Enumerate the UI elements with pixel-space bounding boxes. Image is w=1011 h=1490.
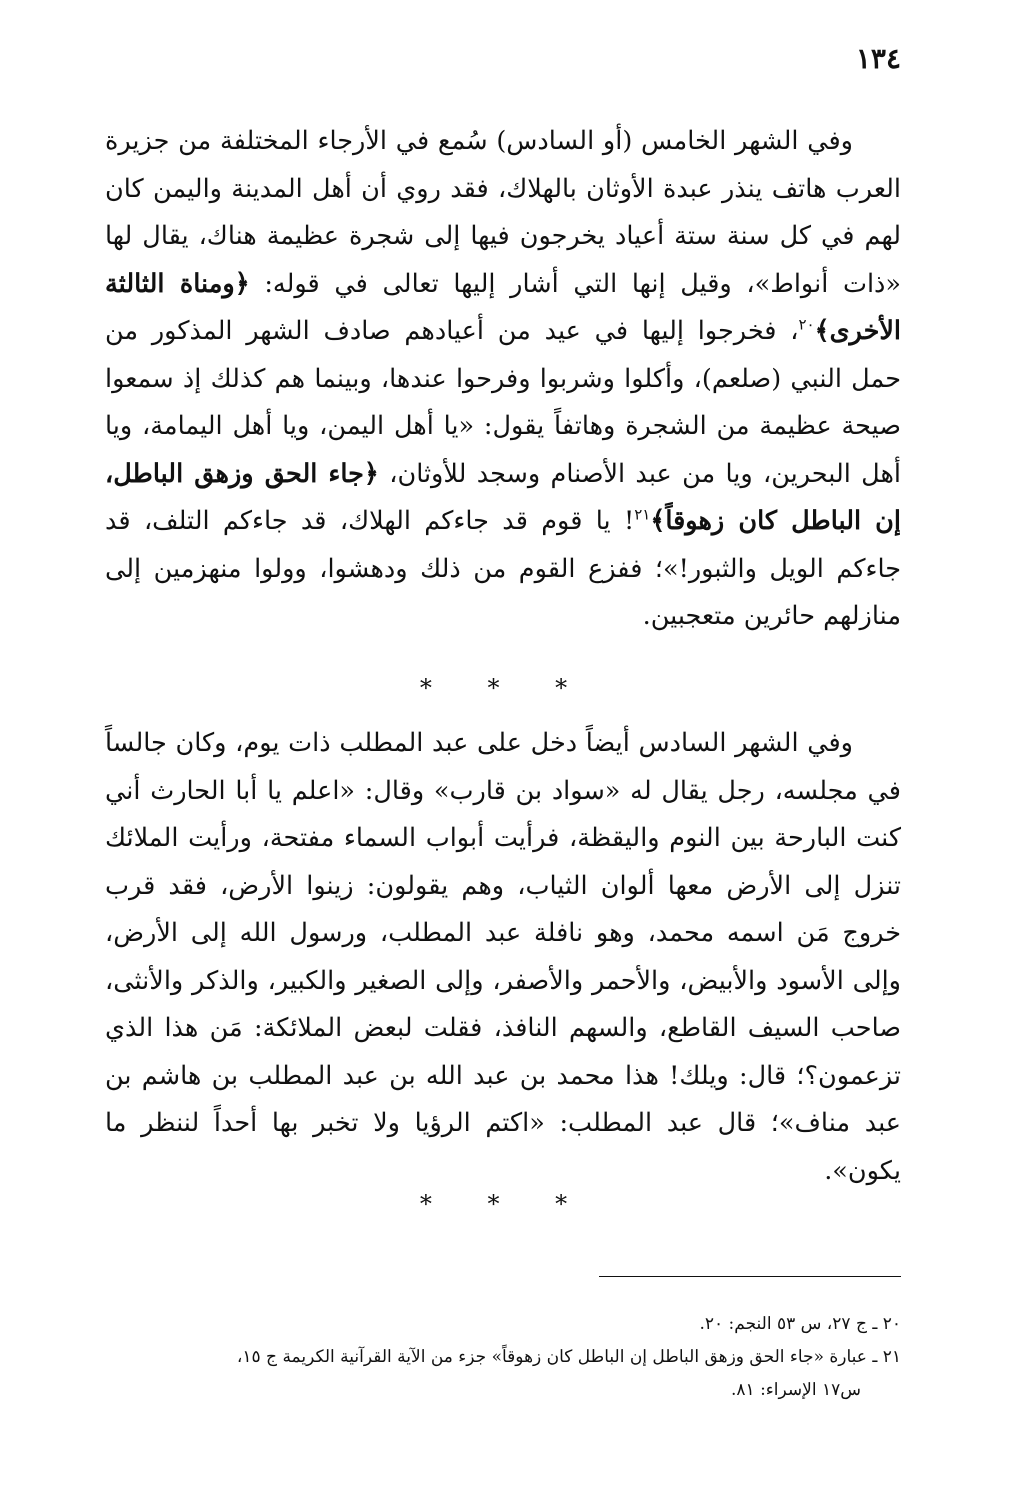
section-separator: * * * — [419, 1190, 592, 1218]
footnote-divider — [599, 1276, 901, 1277]
footnote-ref-20: ٢٠ — [798, 315, 815, 334]
paragraph-1-part-1: وفي الشهر الخامس (أو السادس) سُمع في الأرجاء المختلفة من جزيرة العرب هاتف ينذر عبدة الأوثان بالهلاك، فقد روي أن أهل المدينة واليمن كان لهم في كل سنة ستة أعياد يخرجون فيها إلى شجرة عظيمة هناك، يقال لها «ذات أنواط»، وقيل إنها التي أشار إليها تعالى في قوله: — [105, 126, 902, 299]
section-separator: * * * — [419, 674, 592, 702]
paragraph-1-part-3: ! يا قوم قد جاءكم الهلاك، قد جاءكم التلف، قد جاءكم الويل والثبور!»؛ ففزع القوم من ذلك ودهشوا، وولوا منهزمين إلى منازلهم حائرين متعجبين. — [105, 506, 901, 631]
paragraph-1 — [105, 118, 901, 641]
footnote-21-continued: س١٧ الإسراء: ٨١. — [731, 1380, 861, 1400]
footnote-21: ٢١ ـ عبارة «جاء الحق وزهق الباطل إن الباطل كان زهوقاً» جزء من الآية القرآنية الكريمة ج ١٥، — [236, 1347, 901, 1367]
quran-quote-1: ﴿ومناة الثالثة الأخرى﴾ — [105, 268, 901, 346]
page-number: ١٣٤ — [855, 42, 901, 75]
footnotes — [105, 1308, 901, 1407]
quran-quote-2: ﴿جاء الحق وزهق الباطل، إن الباطل كان زهوقاً﴾ — [105, 458, 901, 536]
paragraph-2 — [105, 720, 901, 1195]
paragraph-2-text: وفي الشهر السادس أيضاً دخل على عبد المطلب ذات يوم، وكان جالساً في مجلسه، رجل يقال له «سواد بن قارب» وقال: «اعلم يا أبا الحارث أني كنت البارحة بين النوم واليقظة، فرأيت أبواب السماء مفتحة، ورأيت الملائك تنزل إلى الأرض معها ألوان الثياب، وهم يقولون: زينوا الأرض، فقد قرب خروج مَن اسمه محمد، وهو نافلة عبد المطلب، ورسول الله إلى الأرض، وإلى الأسود والأبيض، والأحمر والأصفر، وإلى الصغير والكبير، والذكر والأنثى، صاحب السيف القاطع، والسهم النافذ، فقلت لبعض الملائكة: مَن هذا الذي تزعمون؟؛ قال: ويلك! هذا محمد بن عبد الله بن عبد المطلب بن هاشم بن عبد مناف»؛ قال عبد المطلب: «اكتم الرؤيا ولا تخبر بها أحداً لننظر ما يكون». — [105, 728, 901, 1186]
footnote-ref-21: ٢١ — [634, 505, 651, 524]
footnote-20: ٢٠ ـ ج ٢٧، س ٥٣ النجم: ٢٠. — [699, 1314, 901, 1334]
paragraph-1-part-2: ، فخرجوا إليها في عيد من أعيادهم صادف الشهر المذكور من حمل النبي (صلعم)، وأكلوا وشربوا وفرحوا عندها، وبينما هم كذلك إذ سمعوا صيحة عظيمة من الشجرة وهاتفاً يقول: «يا أهل اليمن، ويا أهل اليمامة، ويا أهل البحرين، ويا من عبد الأصنام وسجد للأوثان، — [105, 316, 901, 489]
